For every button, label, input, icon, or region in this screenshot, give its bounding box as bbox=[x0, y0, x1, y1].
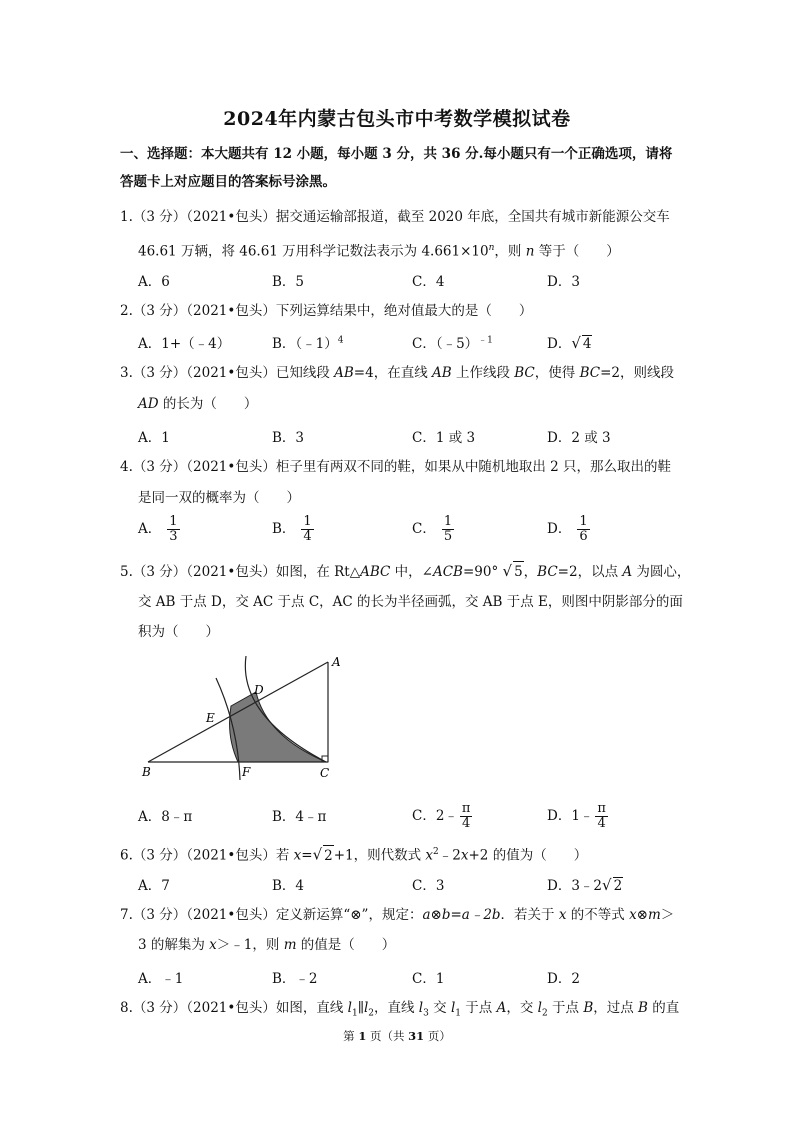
q4-option-c[interactable]: C． $\frac{1}{5}$ bbox=[412, 514, 453, 544]
page-footer: 第 1 页（共 31 页） bbox=[343, 1029, 451, 1043]
q6-option-c[interactable]: C．3 bbox=[412, 878, 445, 894]
q2-option-b[interactable]: B．（﹣1）$^4$ bbox=[272, 335, 344, 352]
q2-option-d[interactable]: D．√ 4 bbox=[547, 334, 592, 352]
question-6: 6.（3 分）（2021•包头）若 x=√ 2+1，则代数式 $x^2﹣2x+2$ 的值为（ ） bbox=[120, 845, 588, 864]
question-1: 1.（3 分）（2021•包头）据交通运输部报道，截至 2020 年底，全国共有城市新能源公交车 bbox=[120, 209, 670, 225]
q1-option-a[interactable]: A．6 bbox=[138, 274, 170, 290]
question-7-options bbox=[138, 967, 698, 991]
question-6-options bbox=[138, 874, 698, 898]
page-title: 2024年内蒙古包头市中考数学模拟试卷 bbox=[223, 108, 571, 130]
question-8: 8.（3 分）（2021•包头）如图，直线 $l_1\parallel l_2$，直线 $l_3$ 交 $l_1$ 于点 A，交 $l_2$ 于点 B，过点 B 的直 bbox=[120, 1000, 680, 1019]
label-d: D bbox=[254, 683, 264, 697]
label-b: B bbox=[142, 765, 151, 779]
q3-option-a[interactable]: A．1 bbox=[138, 430, 170, 446]
question-7: 7.（3 分）（2021•包头）定义新运算“⊗”，规定：a⊗b=a﹣2b．若关于 x 的不等式 x⊗m＞ bbox=[120, 907, 675, 923]
q5-option-d[interactable]: D．1﹣ $\frac{\pi}{4}$ bbox=[547, 801, 606, 831]
shaded-region bbox=[230, 692, 326, 762]
q7-option-a[interactable]: A．﹣1 bbox=[138, 971, 184, 987]
q4-option-d[interactable]: D． $\frac{1}{6}$ bbox=[547, 514, 588, 544]
q6-option-d[interactable]: D．3﹣2√ 2 bbox=[547, 876, 623, 894]
question-5-line-2: 交 AB 于点 D，交 AC 于点 C，AC 的长为半径画弧，交 AB 于点 E，则图中阴影部分的面 bbox=[138, 594, 683, 610]
q3-option-d[interactable]: D．2 或 3 bbox=[547, 430, 611, 446]
question-5-options bbox=[138, 802, 698, 842]
question-3: 3.（3 分）（2021•包头）已知线段 AB=4，在直线 AB 上作线段 BC，使得 BC=2，则线段 bbox=[120, 365, 674, 381]
q6-option-a[interactable]: A．7 bbox=[138, 878, 170, 894]
q1-option-c[interactable]: C．4 bbox=[412, 274, 445, 290]
question-3-line-2: AD 的长为（ ） bbox=[138, 396, 258, 412]
geometry-figure bbox=[138, 656, 348, 786]
label-e: E bbox=[206, 711, 215, 725]
question-4: 4.（3 分）（2021•包头）柜子里有两双不同的鞋，如果从中随机地取出 2 只，那么取出的鞋 bbox=[120, 459, 672, 475]
label-a: A bbox=[332, 656, 341, 669]
q5-option-a[interactable]: A．8﹣π bbox=[138, 809, 193, 825]
section-line-1: 一、选择题：本大题共有 12 小题，每小题 3 分，共 36 分.每小题只有一个正确选项，请将 bbox=[120, 146, 673, 162]
question-5-line-3: 积为（ ） bbox=[138, 624, 219, 640]
q2-option-c[interactable]: C．（﹣5）$^{﹣1}$ bbox=[412, 335, 493, 352]
q5-option-b[interactable]: B．4﹣π bbox=[272, 809, 327, 825]
q4-option-a[interactable]: A． $\frac{1}{3}$ bbox=[138, 514, 178, 544]
question-3-options bbox=[138, 426, 698, 450]
q1-option-d[interactable]: D．3 bbox=[547, 274, 580, 290]
question-1-options bbox=[138, 270, 698, 294]
question-4-options bbox=[138, 515, 698, 555]
q2-option-a[interactable]: A．1+（﹣4） bbox=[138, 336, 231, 352]
q7-option-b[interactable]: B．﹣2 bbox=[272, 971, 318, 987]
q5-option-c[interactable]: C．2﹣ $\frac{\pi}{4}$ bbox=[412, 801, 471, 831]
label-c: C bbox=[320, 766, 330, 780]
question-7-line-2: 3 的解集为 x＞﹣1，则 m 的值是（ ） bbox=[138, 937, 396, 953]
question-5: 5.（3 分）（2021•包头）如图，在 Rt△ABC 中，∠ACB=90° √ 5，BC=2，以点 A 为圆心， bbox=[120, 562, 691, 580]
q6-option-b[interactable]: B．4 bbox=[272, 878, 305, 894]
q3-option-b[interactable]: B．3 bbox=[272, 430, 305, 446]
question-2-options bbox=[138, 332, 698, 356]
q1-option-b[interactable]: B．5 bbox=[272, 274, 305, 290]
q3-option-c[interactable]: C．1 或 3 bbox=[412, 430, 476, 446]
q4-option-b[interactable]: B． $\frac{1}{4}$ bbox=[272, 514, 312, 544]
question-4-line-2: 是同一双的概率为（ ） bbox=[138, 490, 300, 506]
q7-option-d[interactable]: D．2 bbox=[547, 971, 580, 987]
question-1-line-2: 46.61 万辆，将 46.61 万用科学记数法表示为 $4.661\times 10^n$，则 n 等于（ ） bbox=[138, 243, 620, 260]
question-2: 2.（3 分）（2021•包头）下列运算结果中，绝对值最大的是（ ） bbox=[120, 303, 533, 319]
section-heading bbox=[120, 140, 690, 196]
section-line-2: 答题卡上对应题目的答案标号涂黑。 bbox=[120, 174, 336, 190]
q7-option-c[interactable]: C．1 bbox=[412, 971, 445, 987]
label-f: F bbox=[242, 765, 251, 779]
